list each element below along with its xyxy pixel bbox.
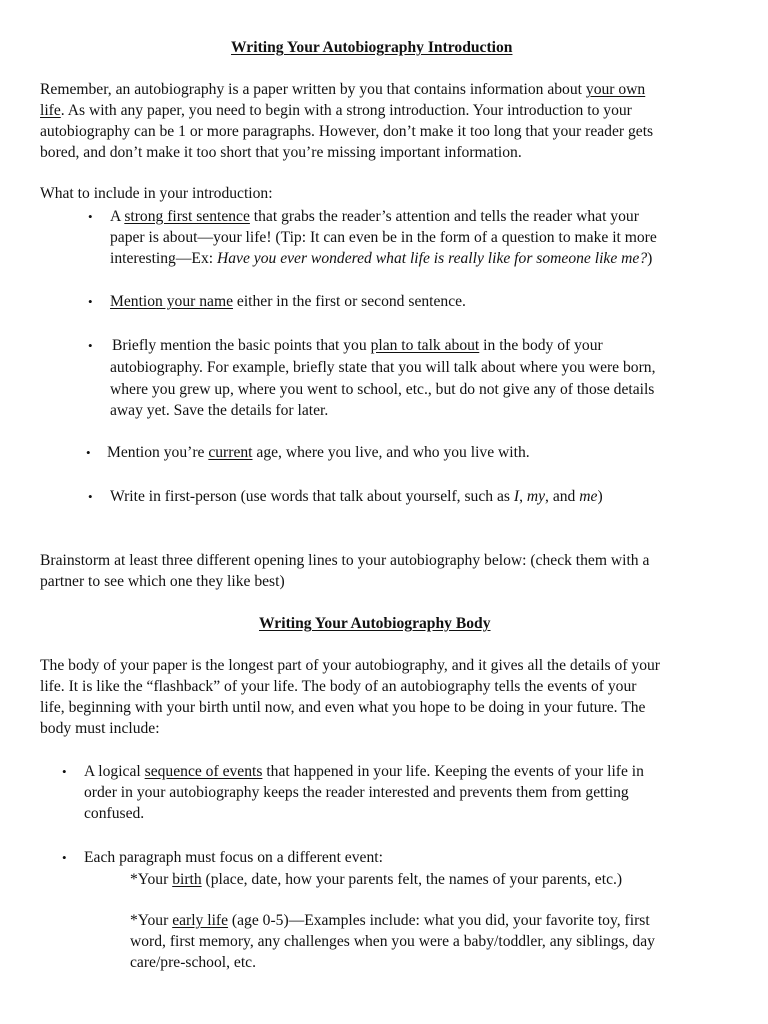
bullet-text: Mention you’re: [107, 444, 209, 461]
bullet-line: confused.: [84, 805, 145, 822]
bullet-text: ): [647, 250, 653, 267]
bullet-marker: •: [62, 764, 67, 779]
sub-item-line: care/pre-school, etc.: [130, 954, 256, 971]
bullet-marker: •: [88, 489, 93, 504]
brainstorm-instruction: Brainstorm at least three different opening lines to your autobiography below: (check them with a: [40, 552, 650, 569]
sub-item-underline: birth: [172, 871, 202, 888]
bullet-marker: •: [62, 850, 67, 865]
bullet-text: Write in first-person (use words that talk about yourself, such as: [110, 488, 514, 505]
bullet-marker: •: [88, 338, 93, 353]
bullet-italic-word: my: [526, 488, 546, 505]
bullet-marker: •: [88, 294, 93, 309]
bullet-underline: plan to talk about: [370, 337, 480, 354]
bullet-line: autobiography. For example, briefly state that you will talk about where you were born,: [110, 359, 656, 376]
brainstorm-instruction: partner to see which one they like best): [40, 573, 285, 590]
bullet-text: ): [597, 488, 603, 505]
sub-item-underline: early life: [172, 912, 229, 929]
sub-item-text: *Your: [130, 912, 173, 929]
intro-title: Writing Your Autobiography Introduction: [231, 39, 513, 56]
body-para-line: The body of your paper is the longest part of your autobiography, and it gives all the details of your: [40, 657, 660, 674]
sub-item-line: word, first memory, any challenges when you were a baby/toddler, any siblings, day: [130, 933, 655, 950]
intro-para-text: Remember, an autobiography is a paper written by you that contains information about: [40, 81, 586, 98]
bullet-text: that grabs the reader’s attention and tells the reader what your: [249, 208, 639, 225]
bullet-line: where you grew up, where you went to school, etc., but do not give any of those details: [110, 381, 655, 398]
bullet-underline: Mention your name: [110, 293, 233, 310]
include-heading: What to include in your introduction:: [40, 185, 273, 202]
sub-item-birth: [130, 869, 622, 891]
bullet-underline: sequence of events: [144, 763, 263, 780]
bullet-text: Briefly mention the basic points that you: [112, 337, 371, 354]
bullet-italic-example: Have you ever wondered what life is really like for someone like me?: [216, 250, 648, 267]
bullet-line: order in your autobiography keeps the reader interested and prevents them from getting: [84, 784, 629, 801]
bullet-text: age, where you live, and who you live with.: [252, 444, 530, 461]
intro-para-underline: your own: [585, 81, 646, 98]
bullet-text: in the body of your: [479, 337, 603, 354]
sub-item-text: *Your: [130, 871, 173, 888]
body-para-line: life. It is like the “flashback” of your life. The body of an autobiography tells the events of your: [40, 678, 637, 695]
bullet-text: , and: [545, 488, 580, 505]
sub-item-text: (place, date, how your parents felt, the names of your parents, etc.): [201, 871, 623, 888]
intro-para-underline: life: [40, 102, 61, 119]
bullet-underline: strong first sentence: [124, 208, 250, 225]
sub-item-text: (age 0-5)—Examples include: what you did, your favorite toy, first: [228, 912, 650, 929]
bullet-text: A logical: [84, 763, 145, 780]
bullet-line: Each paragraph must focus on a different event:: [84, 849, 383, 866]
intro-para-line: autobiography can be 1 or more paragraphs. However, don’t make it too long that your reader gets: [40, 123, 654, 140]
bullet-italic-word: I: [513, 488, 520, 505]
body-para-line: body must include:: [40, 720, 160, 737]
bullet-text: interesting—Ex:: [110, 250, 217, 267]
intro-para-text: . As with any paper, you need to begin with a strong introduction. Your introduction to your: [60, 102, 632, 119]
bullet-text: ,: [519, 488, 527, 505]
bullet-line: paper is about—your life! (Tip: It can even be in the form of a question to make it more: [110, 229, 657, 246]
body-para-line: life, beginning with your birth until now, and even what you hope to be doing in your future. The: [40, 699, 646, 716]
bullet-marker: •: [88, 209, 93, 224]
bullet-marker: •: [86, 445, 91, 460]
bullet-text: that happened in your life. Keeping the events of your life in: [262, 763, 644, 780]
intro-para-line: bored, and don’t make it too short that you’re missing important information.: [40, 144, 522, 161]
bullet-text: A: [110, 208, 125, 225]
bullet-italic-word: me: [579, 488, 598, 505]
bullet-text: either in the first or second sentence.: [233, 293, 466, 310]
bullet-line: away yet. Save the details for later.: [110, 402, 329, 419]
body-title: Writing Your Autobiography Body: [259, 615, 491, 632]
bullet-underline: current: [208, 444, 253, 461]
